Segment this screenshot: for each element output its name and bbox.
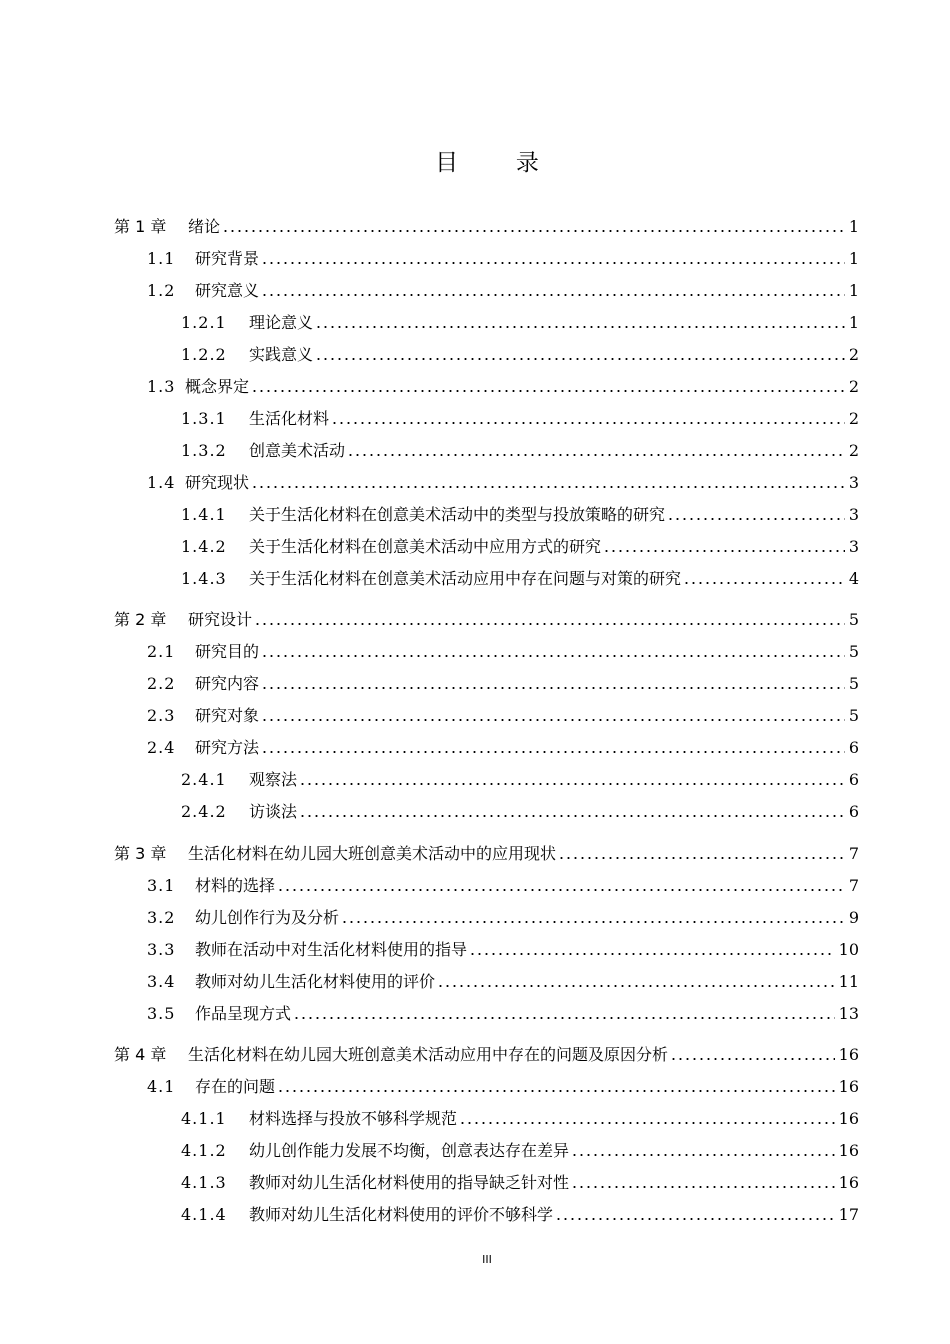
toc-entry-label xyxy=(0,674,259,694)
toc-entry-title: 研究设计 xyxy=(188,610,253,629)
toc-entry-number: 第 2 章 xyxy=(114,610,167,629)
toc-entry-number: 1.3 xyxy=(147,377,176,396)
toc-entry-label xyxy=(0,908,339,928)
toc-entry[interactable] xyxy=(0,277,950,301)
toc-leader-dots xyxy=(341,920,845,924)
toc-entry-number: 1.2.2 xyxy=(181,345,227,364)
toc-entry-label xyxy=(0,281,259,301)
toc-entry-number: 2.2 xyxy=(147,674,176,693)
toc-entry-number: 1.2 xyxy=(147,281,176,300)
toc-leader-dots xyxy=(254,622,845,626)
toc-entry-page-number: 9 xyxy=(848,908,859,927)
toc-entry-page-number: 16 xyxy=(838,1045,859,1064)
toc-entry[interactable] xyxy=(0,1137,950,1161)
toc-entry[interactable] xyxy=(0,670,950,694)
toc-entry-page-number: 13 xyxy=(838,1004,859,1023)
toc-entry-label xyxy=(0,537,601,557)
toc-entry-page-number: 2 xyxy=(848,345,859,364)
toc-entry-label xyxy=(0,610,252,630)
toc-title: 目 录 xyxy=(435,150,541,176)
toc-leader-dots xyxy=(437,984,835,988)
toc-leader-dots xyxy=(251,485,845,489)
toc-entry[interactable] xyxy=(0,798,950,822)
toc-leader-dots xyxy=(261,718,845,722)
toc-entry-title: 生活化材料在幼儿园大班创意美术活动中的应用现状 xyxy=(188,844,557,863)
toc-entry-label xyxy=(0,473,249,493)
toc-entry[interactable] xyxy=(0,245,950,269)
toc-entry-label xyxy=(0,569,681,589)
toc-entry-title: 存在的问题 xyxy=(195,1077,276,1096)
toc-entry-title: 理论意义 xyxy=(249,313,314,332)
toc-leader-dots xyxy=(683,581,845,585)
toc-entry-label xyxy=(0,505,665,525)
toc-entry-label xyxy=(0,940,467,960)
toc-entry-title: 研究意义 xyxy=(195,281,260,300)
toc-entry[interactable] xyxy=(0,734,950,758)
toc-entry[interactable] xyxy=(0,533,950,557)
toc-entry-number: 4.1.4 xyxy=(181,1205,227,1224)
toc-entry-number: 1.4.2 xyxy=(181,537,227,556)
toc-entry-label xyxy=(0,738,259,758)
toc-entry-page-number: 16 xyxy=(838,1109,859,1128)
toc-entry-number: 1.4.1 xyxy=(181,505,227,524)
toc-entry-label xyxy=(0,972,435,992)
toc-entry[interactable] xyxy=(0,405,950,429)
toc-entry-page-number: 1 xyxy=(848,313,859,332)
toc-entry[interactable] xyxy=(0,904,950,928)
toc-entry-page-number: 5 xyxy=(848,642,859,661)
toc-entry-page-number: 1 xyxy=(848,281,859,300)
toc-entry[interactable] xyxy=(0,1000,950,1024)
toc-entry[interactable] xyxy=(0,437,950,461)
toc-entry-page-number: 11 xyxy=(838,972,859,991)
toc-entry-page-number: 2 xyxy=(848,377,859,396)
toc-entry-label xyxy=(0,876,275,896)
toc-entry-number: 1.2.1 xyxy=(181,313,227,332)
toc-leader-dots xyxy=(299,814,845,818)
toc-leader-dots xyxy=(331,421,845,425)
toc-entry-label xyxy=(0,217,220,237)
toc-entry[interactable] xyxy=(0,1041,950,1065)
toc-entry[interactable] xyxy=(0,968,950,992)
toc-entry-title: 关于生活化材料在创意美术活动中的类型与投放策略的研究 xyxy=(249,505,666,524)
toc-entry-page-number: 3 xyxy=(848,473,859,492)
toc-entry-label xyxy=(0,313,313,333)
toc-leader-dots xyxy=(558,856,845,860)
toc-entry-title: 生活化材料在幼儿园大班创意美术活动应用中存在的问题及原因分析 xyxy=(188,1045,669,1064)
toc-entry-page-number: 1 xyxy=(848,249,859,268)
toc-entry-title: 研究内容 xyxy=(195,674,260,693)
toc-leader-dots xyxy=(670,1057,835,1061)
toc-entry-number: 第 4 章 xyxy=(114,1045,167,1064)
toc-entry[interactable] xyxy=(0,840,950,864)
toc-entry-label xyxy=(0,1173,569,1193)
toc-entry-title: 观察法 xyxy=(249,770,298,789)
toc-entry-label xyxy=(0,345,313,365)
toc-entry-title: 材料的选择 xyxy=(195,876,276,895)
toc-entry-page-number: 16 xyxy=(838,1141,859,1160)
toc-entry-title: 教师对幼儿生活化材料使用的评价不够科学 xyxy=(249,1205,554,1224)
toc-entry-page-number: 3 xyxy=(848,537,859,556)
toc-leader-dots xyxy=(347,453,845,457)
toc-leader-dots xyxy=(251,389,845,393)
toc-entry[interactable] xyxy=(0,213,950,237)
toc-entry-number: 3.4 xyxy=(147,972,176,991)
toc-entry-number: 1.4 xyxy=(147,473,176,492)
toc-entry[interactable] xyxy=(0,373,950,397)
toc-entry-label xyxy=(0,802,297,822)
toc-entry-label xyxy=(0,1141,569,1161)
toc-entry[interactable] xyxy=(0,1073,950,1097)
toc-leader-dots xyxy=(261,293,845,297)
toc-entry-label xyxy=(0,441,345,461)
toc-leader-dots xyxy=(293,1016,835,1020)
toc-entry-page-number: 6 xyxy=(848,738,859,757)
toc-leader-dots xyxy=(277,1089,835,1093)
toc-entry[interactable] xyxy=(0,309,950,333)
toc-entry-page-number: 10 xyxy=(838,940,859,959)
toc-entry-number: 3.1 xyxy=(147,876,176,895)
toc-entry-label xyxy=(0,1045,668,1065)
toc-entry-label xyxy=(0,770,297,790)
toc-entry-number: 1.4.3 xyxy=(181,569,227,588)
toc-leader-dots xyxy=(315,357,845,361)
toc-entry-number: 2.1 xyxy=(147,642,176,661)
toc-entry[interactable] xyxy=(0,1105,950,1129)
toc-entry-number: 3.5 xyxy=(147,1004,176,1023)
toc-entry-label xyxy=(0,844,556,864)
toc-entry-page-number: 2 xyxy=(848,409,859,428)
toc-entry-page-number: 2 xyxy=(848,441,859,460)
toc-leader-dots xyxy=(571,1185,835,1189)
toc-leader-dots xyxy=(603,549,845,553)
toc-leader-dots xyxy=(315,325,845,329)
toc-entry-page-number: 17 xyxy=(838,1205,859,1224)
toc-entry-page-number: 16 xyxy=(838,1173,859,1192)
toc-entry-number: 第 1 章 xyxy=(114,217,167,236)
toc-entry-number: 2.4 xyxy=(147,738,176,757)
toc-entry-number: 1.3.1 xyxy=(181,409,227,428)
toc-entry-title: 研究目的 xyxy=(195,642,260,661)
toc-leader-dots xyxy=(555,1217,835,1221)
toc-entry-title: 绪论 xyxy=(188,217,221,236)
toc-entry-title: 研究现状 xyxy=(185,473,250,492)
toc-entry-number: 4.1.3 xyxy=(181,1173,227,1192)
toc-entry[interactable] xyxy=(0,872,950,896)
toc-entry[interactable] xyxy=(0,702,950,726)
toc-entry-page-number: 5 xyxy=(848,706,859,725)
toc-entry-page-number: 6 xyxy=(848,770,859,789)
toc-entry-number: 1.3.2 xyxy=(181,441,227,460)
toc-entry-title: 实践意义 xyxy=(249,345,314,364)
toc-entry-label xyxy=(0,1077,275,1097)
toc-entry[interactable] xyxy=(0,501,950,525)
toc-entry-page-number: 4 xyxy=(848,569,859,588)
toc-entry[interactable] xyxy=(0,638,950,662)
toc-entry-page-number: 16 xyxy=(838,1077,859,1096)
toc-leader-dots xyxy=(469,952,835,956)
toc-leader-dots xyxy=(261,261,845,265)
toc-entry[interactable] xyxy=(0,766,950,790)
toc-leader-dots xyxy=(261,654,845,658)
page-number: III xyxy=(482,1253,492,1266)
toc-entry-number: 4.1.2 xyxy=(181,1141,227,1160)
toc-entry-number: 3.2 xyxy=(147,908,176,927)
toc-entry[interactable] xyxy=(0,606,950,630)
toc-entry-page-number: 5 xyxy=(848,674,859,693)
toc-entry-title: 研究背景 xyxy=(195,249,260,268)
toc-entry-number: 2.3 xyxy=(147,706,176,725)
toc-leader-dots xyxy=(222,229,845,233)
toc-entry-label xyxy=(0,377,249,397)
toc-entry-page-number: 3 xyxy=(848,505,859,524)
toc-entry-label xyxy=(0,249,259,269)
toc-entry-number: 第 3 章 xyxy=(114,844,167,863)
toc-entry-label xyxy=(0,409,329,429)
toc-entry-page-number: 1 xyxy=(848,217,859,236)
toc-entry[interactable] xyxy=(0,469,950,493)
toc-entry-label xyxy=(0,1205,553,1225)
toc-entry-number: 2.4.1 xyxy=(181,770,227,789)
toc-entry-title: 教师对幼儿生活化材料使用的指导缺乏针对性 xyxy=(249,1173,570,1192)
toc-entry-number: 4.1.1 xyxy=(181,1109,227,1128)
toc-entry-title: 幼儿创作能力发展不均衡，创意表达存在差异 xyxy=(249,1141,570,1160)
toc-leader-dots xyxy=(571,1153,835,1157)
toc-leader-dots xyxy=(299,782,845,786)
toc-entry-title: 作品呈现方式 xyxy=(195,1004,292,1023)
toc-entry-title: 关于生活化材料在创意美术活动应用中存在问题与对策的研究 xyxy=(249,569,682,588)
toc-leader-dots xyxy=(261,686,845,690)
toc-entry-title: 创意美术活动 xyxy=(249,441,346,460)
toc-leader-dots xyxy=(667,517,845,521)
toc-entry[interactable] xyxy=(0,1201,950,1225)
toc-entry-title: 研究对象 xyxy=(195,706,260,725)
toc-entry-number: 4.1 xyxy=(147,1077,176,1096)
toc-entry-title: 访谈法 xyxy=(249,802,298,821)
toc-entry-title: 教师在活动中对生活化材料使用的指导 xyxy=(195,940,468,959)
toc-entry-label xyxy=(0,706,259,726)
toc-entry-page-number: 6 xyxy=(848,802,859,821)
toc-entry-label xyxy=(0,642,259,662)
toc-entry-title: 研究方法 xyxy=(195,738,260,757)
toc-leader-dots xyxy=(261,750,845,754)
toc-leader-dots xyxy=(459,1121,835,1125)
toc-entry-title: 幼儿创作行为及分析 xyxy=(195,908,340,927)
toc-entry-page-number: 7 xyxy=(848,844,859,863)
toc-entry[interactable] xyxy=(0,1169,950,1193)
toc-entry[interactable] xyxy=(0,565,950,589)
toc-leader-dots xyxy=(277,888,845,892)
toc-entry-label xyxy=(0,1004,291,1024)
toc-entry-number: 1.1 xyxy=(147,249,176,268)
toc-entry-label xyxy=(0,1109,457,1129)
toc-entry-page-number: 7 xyxy=(848,876,859,895)
toc-entry[interactable] xyxy=(0,936,950,960)
toc-entry-title: 关于生活化材料在创意美术活动中应用方式的研究 xyxy=(249,537,602,556)
toc-entry[interactable] xyxy=(0,341,950,365)
toc-entry-number: 2.4.2 xyxy=(181,802,227,821)
toc-entry-number: 3.3 xyxy=(147,940,176,959)
toc-entry-title: 概念界定 xyxy=(185,377,250,396)
toc-entry-title: 生活化材料 xyxy=(249,409,330,428)
toc-entry-page-number: 5 xyxy=(848,610,859,629)
toc-entry-title: 教师对幼儿生活化材料使用的评价 xyxy=(195,972,436,991)
toc-entry-title: 材料选择与投放不够科学规范 xyxy=(249,1109,458,1128)
